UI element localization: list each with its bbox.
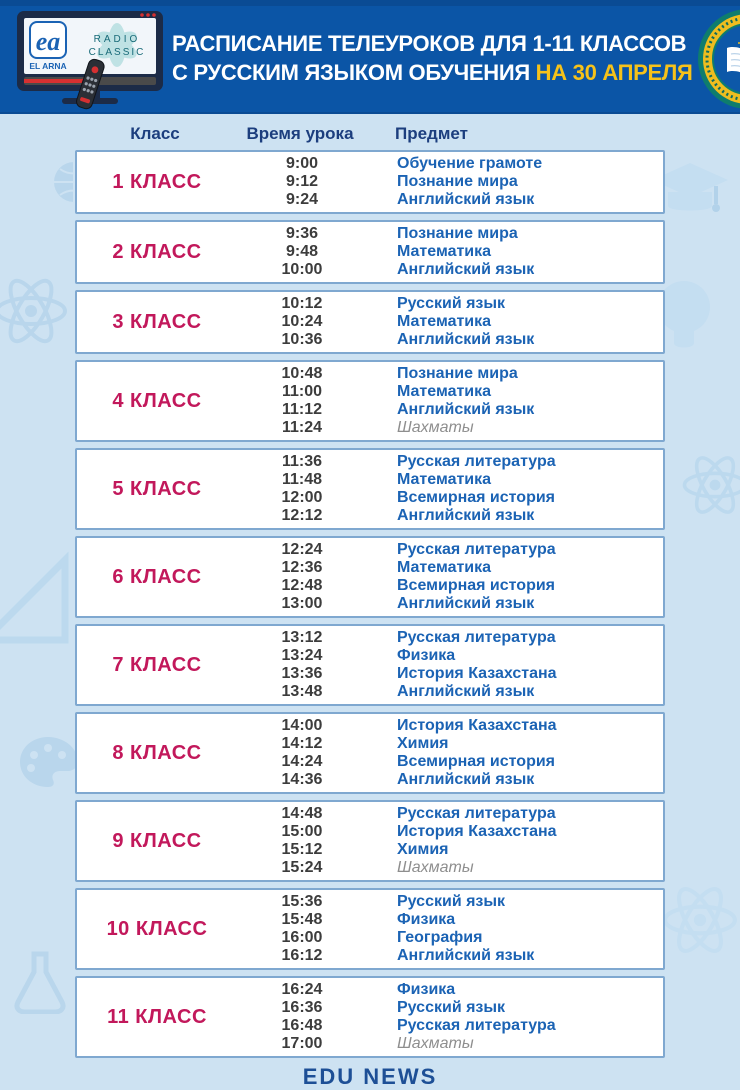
lesson-subject: Шахматы [397, 1035, 474, 1052]
lesson-time: 11:00 [281, 383, 323, 400]
schedule-rows [75, 150, 665, 1058]
schedule-row [75, 712, 665, 794]
lesson-time: 17:00 [281, 1035, 323, 1052]
lessons [237, 541, 663, 613]
lesson-line [237, 929, 663, 947]
schedule-date: НА 30 АПРЕЛЯ [535, 60, 693, 85]
lesson-subject: Всемирная история [397, 577, 556, 594]
schedule-row [75, 888, 665, 970]
palette-icon [18, 735, 78, 789]
lesson-line [237, 243, 663, 261]
class-label: 10 КЛАСС [106, 917, 208, 940]
lesson-subject: Русский язык [397, 295, 506, 312]
lesson-line [237, 647, 663, 665]
class-label: 5 КЛАСС [112, 477, 202, 500]
lesson-line [237, 629, 663, 647]
lesson-subject: Познание мира [397, 173, 518, 190]
lesson-time: 14:00 [281, 717, 323, 734]
class-label: 6 КЛАСС [112, 565, 202, 588]
lesson-line [237, 507, 663, 525]
lesson-subject: Русская литература [397, 1017, 556, 1034]
lesson-time: 12:12 [281, 507, 323, 524]
schedule-row [75, 536, 665, 618]
flask-icon [12, 950, 68, 1014]
lessons [237, 893, 663, 965]
lesson-time: 14:24 [281, 753, 323, 770]
lesson-subject: Химия [397, 735, 449, 752]
schedule-row [75, 976, 665, 1058]
lesson-subject: Всемирная история [397, 753, 556, 770]
schedule-row [75, 800, 665, 882]
class-label: 9 КЛАСС [112, 829, 202, 852]
schedule-row [75, 290, 665, 354]
lesson-time: 16:00 [281, 929, 323, 946]
class-label: 4 КЛАСС [112, 389, 202, 412]
schedule-row [75, 624, 665, 706]
lesson-subject: История Казахстана [397, 717, 557, 734]
lessons [237, 805, 663, 877]
lesson-time: 11:24 [281, 419, 323, 436]
lesson-time: 16:24 [281, 981, 323, 998]
lesson-subject: Физика [397, 647, 456, 664]
lesson-subject: Математика [397, 243, 492, 260]
lesson-line [237, 331, 663, 349]
lesson-subject: Английский язык [397, 947, 535, 964]
schedule-row [75, 448, 665, 530]
class-label: 1 КЛАСС [112, 170, 202, 193]
lesson-subject: Английский язык [397, 261, 535, 278]
lesson-time: 10:36 [281, 331, 323, 348]
lesson-time: 15:24 [281, 859, 323, 876]
radio-classic-label-1: RADIO [93, 34, 141, 45]
lesson-line [237, 911, 663, 929]
lesson-line [237, 753, 663, 771]
lessons [237, 365, 663, 437]
lesson-time: 11:48 [281, 471, 323, 488]
column-header-class: Класс [130, 124, 180, 143]
lesson-subject: История Казахстана [397, 823, 557, 840]
lesson-time: 15:12 [281, 841, 323, 858]
lesson-time: 11:12 [281, 401, 323, 418]
lesson-time: 16:48 [281, 1017, 323, 1034]
lesson-time: 9:24 [285, 191, 319, 208]
lesson-time: 10:24 [281, 313, 323, 330]
lesson-line [237, 841, 663, 859]
lesson-subject: Русский язык [397, 893, 506, 910]
lesson-time: 15:48 [281, 911, 323, 928]
lesson-subject: Русский язык [397, 999, 506, 1016]
lesson-time: 15:00 [281, 823, 323, 840]
lesson-time: 10:48 [281, 365, 323, 382]
lesson-time: 13:00 [281, 595, 323, 612]
lesson-line [237, 559, 663, 577]
lesson-line [237, 453, 663, 471]
lesson-line [237, 419, 663, 437]
tv-logo [14, 7, 166, 111]
lesson-line [237, 735, 663, 753]
el-arna-short-label: ea [35, 27, 61, 56]
schedule-row [75, 360, 665, 442]
lesson-time: 10:12 [281, 295, 323, 312]
header-banner [0, 0, 740, 112]
lesson-line [237, 771, 663, 789]
lesson-line [237, 471, 663, 489]
lesson-subject: Физика [397, 981, 456, 998]
lesson-subject: Русская литература [397, 629, 556, 646]
lesson-time: 9:12 [285, 173, 319, 190]
footer-brand: EDU NEWS [302, 1064, 438, 1089]
class-label: 2 КЛАСС [112, 240, 202, 263]
atom-icon [680, 450, 740, 520]
lesson-subject: Русская литература [397, 541, 556, 558]
page-title-line1: РАСПИСАНИЕ ТЕЛЕУРОКОВ ДЛЯ 1-11 КЛАССОВ [172, 31, 687, 57]
lesson-line [237, 295, 663, 313]
lesson-time: 12:00 [281, 489, 323, 506]
lesson-line [237, 1035, 663, 1053]
lesson-time: 10:00 [281, 261, 323, 278]
lesson-subject: Познание мира [397, 365, 518, 382]
lesson-line [237, 191, 663, 209]
table-column-headers [75, 118, 665, 150]
lesson-time: 14:36 [281, 771, 323, 788]
el-arna-label: EL ARNA [29, 61, 67, 71]
lesson-line [237, 401, 663, 419]
lesson-line [237, 173, 663, 191]
lesson-line [237, 683, 663, 701]
lesson-time: 9:36 [285, 225, 319, 242]
class-label: 11 КЛАСС [107, 1005, 207, 1028]
lesson-line [237, 999, 663, 1017]
lesson-subject: Всемирная история [397, 489, 556, 506]
lesson-time: 16:12 [281, 947, 323, 964]
lesson-time: 14:12 [281, 735, 323, 752]
radio-classic-label-2: CLASSIC [88, 47, 146, 58]
lesson-subject: Шахматы [397, 859, 474, 876]
lesson-line [237, 823, 663, 841]
lesson-subject: Английский язык [397, 771, 535, 788]
lesson-subject: История Казахстана [397, 665, 557, 682]
class-label: 8 КЛАСС [112, 741, 202, 764]
lesson-line [237, 947, 663, 965]
lesson-line [237, 365, 663, 383]
lesson-subject: Математика [397, 383, 492, 400]
lesson-line [237, 383, 663, 401]
lesson-line [237, 717, 663, 735]
atom-icon [660, 880, 740, 960]
lesson-time: 11:36 [281, 453, 323, 470]
lesson-time: 14:48 [281, 805, 323, 822]
lessons [237, 225, 663, 279]
class-label: 7 КЛАСС [112, 653, 202, 676]
lesson-subject: География [397, 929, 483, 946]
lesson-time: 13:24 [281, 647, 323, 664]
lesson-subject: Математика [397, 559, 492, 576]
column-header-subject: Предмет [395, 124, 468, 143]
lesson-subject: Английский язык [397, 401, 535, 418]
lessons [237, 717, 663, 789]
schedule-table [75, 118, 665, 1058]
lesson-subject: Английский язык [397, 683, 535, 700]
lesson-line [237, 489, 663, 507]
lesson-line [237, 859, 663, 877]
lesson-time: 13:12 [281, 629, 323, 646]
lesson-time: 13:36 [281, 665, 323, 682]
lesson-line [237, 261, 663, 279]
lesson-subject: Английский язык [397, 331, 535, 348]
lesson-time: 13:48 [281, 683, 323, 700]
lesson-line [237, 805, 663, 823]
schedule-row [75, 150, 665, 214]
lesson-subject: Познание мира [397, 225, 518, 242]
lesson-subject: Математика [397, 471, 492, 488]
ministry-emblem [697, 8, 740, 110]
lesson-subject: Физика [397, 911, 456, 928]
lesson-subject: Химия [397, 841, 449, 858]
lessons [237, 295, 663, 349]
lessons [237, 453, 663, 525]
atom-icon [0, 272, 70, 350]
lesson-time: 12:24 [281, 541, 323, 558]
schedule-row [75, 220, 665, 284]
lessons [237, 629, 663, 701]
lesson-subject: Обучение грамоте [397, 155, 543, 172]
lesson-subject: Русская литература [397, 805, 556, 822]
lesson-time: 12:48 [281, 577, 323, 594]
lesson-line [237, 595, 663, 613]
class-label: 3 КЛАСС [112, 310, 202, 333]
lesson-line [237, 893, 663, 911]
lessons [237, 981, 663, 1053]
lesson-subject: Английский язык [397, 191, 535, 208]
lesson-subject: Русская литература [397, 453, 556, 470]
page-title [172, 30, 693, 87]
page-title-line2: С РУССКИМ ЯЗЫКОМ ОБУЧЕНИЯ НА 30 АПРЕЛЯ [172, 60, 693, 85]
lesson-subject: Математика [397, 313, 492, 330]
lesson-time: 12:36 [281, 559, 323, 576]
lesson-line [237, 155, 663, 173]
lesson-line [237, 665, 663, 683]
column-header-time: Время урока [246, 124, 354, 143]
lesson-time: 15:36 [281, 893, 323, 910]
lesson-line [237, 225, 663, 243]
lesson-time: 9:00 [285, 155, 319, 172]
lesson-subject: Шахматы [397, 419, 474, 436]
lesson-subject: Английский язык [397, 507, 535, 524]
lesson-line [237, 313, 663, 331]
lesson-line [237, 981, 663, 999]
lesson-line [237, 541, 663, 559]
lesson-time: 16:36 [281, 999, 323, 1016]
lesson-time: 9:48 [285, 243, 319, 260]
ruler-triangle-icon [0, 545, 70, 645]
lesson-subject: Английский язык [397, 595, 535, 612]
lesson-line [237, 577, 663, 595]
lesson-line [237, 1017, 663, 1035]
lessons [237, 155, 663, 209]
